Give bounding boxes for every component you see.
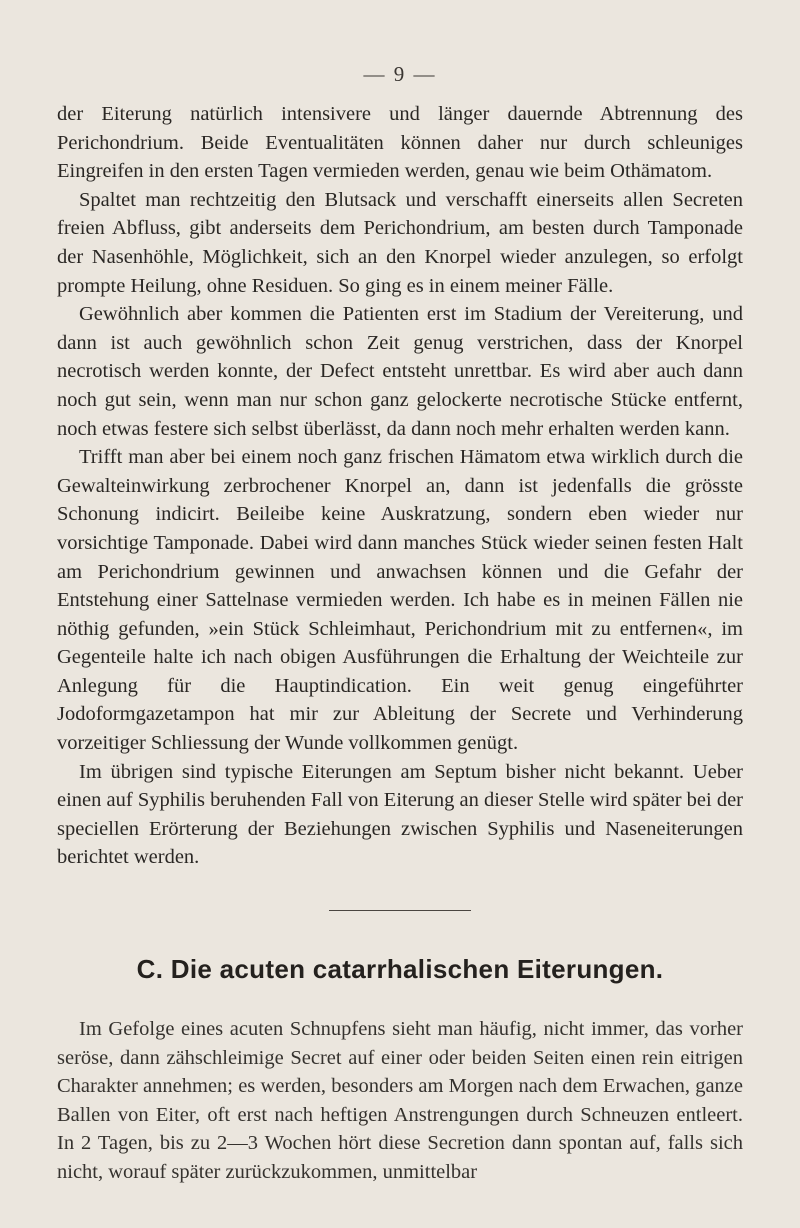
section-heading: C. Die acuten catarrhalischen Eiterungen. (136, 954, 664, 985)
paragraph: Trifft man aber bei einem noch ganz frischen Hämatom etwa wirklich durch die Gewalteinwirkung zerbrochener Knorpel an, dann ist jedenfalls die grösste Schonung indicirt. Beileibe keine Auskratzung, sondern eben wieder nur vorsichtige Tamponade. Dabei wird dann manches Stück wieder seinen festen Halt am Perichondrium gewinnen und anwachsen können und die Gefahr der Entstehung einer Sattelnase vermieden werden. Ich habe es in meinen Fällen nie nöthig gefunden, »ein Stück Schleimhaut, Perichondrium mit zu entfernen«, im Gegenteile halte ich nach obigen Ausführungen die Erhaltung der Weichteile zur Anlegung für die Hauptindication. Ein weit genug eingeführter Jodoformgazetampon hat mir zur Ableitung der Secrete und Verhinderung vorzeitiger Schliessung der Wunde vollkommen genügt. (57, 446, 743, 755)
paragraph: Spaltet man rechtzeitig den Blutsack und verschafft einerseits allen Secreten freien Abfluss, gibt anderseits dem Perichondrium, am besten durch Tamponade der Nasenhöhle, Möglichkeit, sich an den Knorpel wieder anzulegen, so erfolgt prompte Heilung, ohne Residuen. So ging es in einem meiner Fälle. (57, 188, 743, 297)
paragraph: Im Gefolge eines acuten Schnupfens sieht man häufig, nicht immer, das vorher seröse, dann zähschleimige Secret auf einer oder beiden Seiten einen rein eitrigen Charakter annehmen; es werden, besonders am Morgen nach dem Erwachen, ganze Ballen von Eiter, oft erst nach heftigen Anstrengungen durch Schneuzen entleert. In 2 Tagen, bis zu 2—3 Wochen hört diese Secretion dann spontan auf, falls sich nicht, worauf später zurückzukommen, unmittelbar (57, 1018, 743, 1183)
body-text (57, 100, 743, 1187)
page-number: — 9 — (363, 62, 437, 86)
paragraph: Im übrigen sind typische Eiterungen am Septum bisher nicht bekannt. Ueber einen auf Syphilis beruhenden Fall von Eiterung an dieser Stelle wird später bei der speciellen Erörterung der Beziehungen zwischen Syphilis und Naseneiterungen berichtet werden. (57, 760, 743, 869)
paragraph: der Eiterung natürlich intensivere und länger dauernde Abtrennung des Perichondrium. Beide Eventualitäten können daher nur durch schleuniges Eingreifen in den ersten Tagen vermieden werden, genau wie beim Othämatom. (57, 103, 743, 183)
paragraph: Gewöhnlich aber kommen die Patienten erst im Stadium der Vereiterung, und dann ist auch gewöhnlich schon Zeit genug verstrichen, dass der Knorpel necrotisch werden konnte, der Defect entsteht unrettbar. Es wird aber auch dann noch gut sein, wenn man nur schon ganz gelockerte necrotische Stücke entfernt, noch etwas festere sich selbst überlässt, da dann noch mehr erhalten werden kann. (57, 303, 743, 440)
section-divider (329, 910, 471, 911)
